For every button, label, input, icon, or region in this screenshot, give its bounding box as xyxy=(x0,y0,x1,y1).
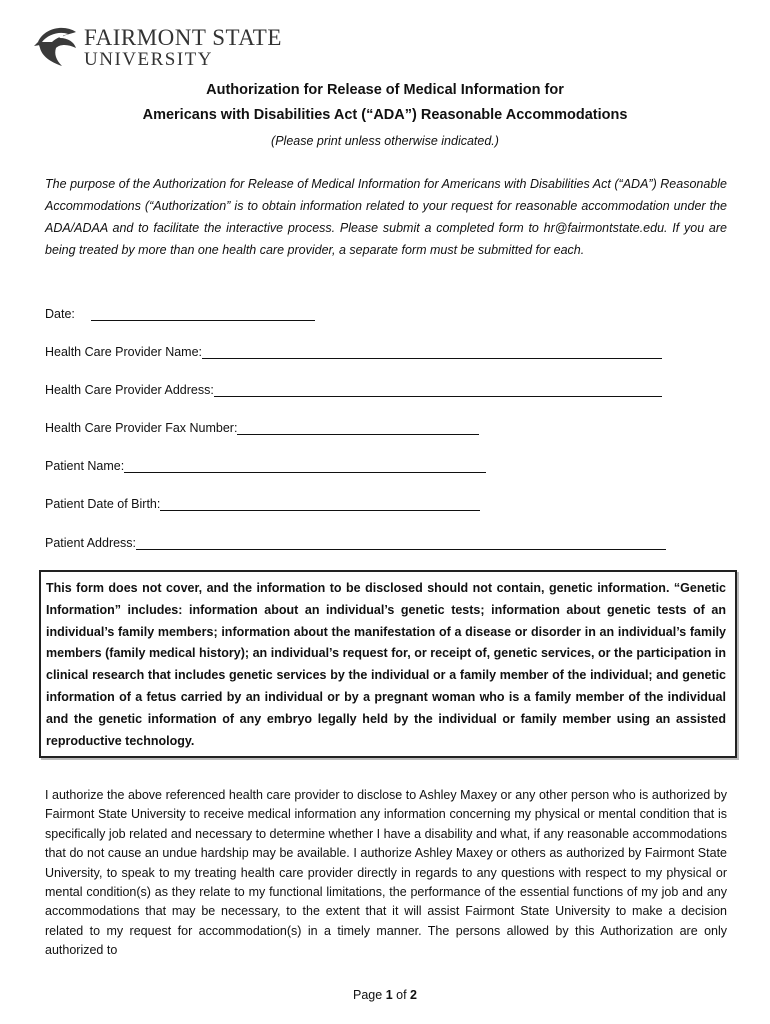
falcon-head-icon xyxy=(34,22,80,68)
patient-dob-field xyxy=(45,496,480,511)
provider-name-field xyxy=(45,344,662,359)
page-of: of xyxy=(396,988,407,1002)
patient-name-label: Patient Name: xyxy=(45,459,125,473)
provider-fax-label: Health Care Provider Fax Number: xyxy=(45,421,238,435)
logo-text-line1: FAIRMONT STATE xyxy=(84,25,282,50)
purpose-paragraph: The purpose of the Authorization for Release of Medical Information for Americans with Disabilities Act (“ADA”) Reasonable Accommodations (“Authorization” is to obtain information related to your request for reasonable accommodation under the ADA/ADAA and to facilitate the interactive process. Please submit a completed form to hr@fairmontstate.edu. If you are being treated by more than one health care provider, a separate form must be submitted for each. xyxy=(45,177,727,257)
provider-name-label: Health Care Provider Name: xyxy=(45,345,203,359)
document-title-line2: Americans with Disabilities Act (“ADA”) Reasonable Accommodations xyxy=(142,107,628,123)
page-word: Page xyxy=(353,988,383,1002)
logo-text-line2: UNIVERSITY xyxy=(84,49,213,70)
date-input-line[interactable] xyxy=(91,306,315,321)
patient-address-label: Patient Address: xyxy=(45,536,137,550)
page-current: 1 xyxy=(385,988,393,1002)
notice-text: This form does not cover, and the information to be disclosed should not contain, genetic information. “Genetic Information” includes: information about an individual’s genetic tests; information about genetic tests of an individual’s family members; information about the manifestation of a disease or disorder in an individual’s family members (family medical history); an individual’s request for, or receipt of, genetic services, or the participation in clinical research that includes genetic services by the individual or a family member of the individual; and genetic information of a fetus carried by an individual or by a pregnant woman who is a family member of the individual and the genetic information of any embryo legally held by the individual or family member using an assisted reproductive technology. xyxy=(46,581,726,748)
authorization-paragraph: I authorize the above referenced health care provider to disclose to Ashley Maxey or any other person who is authorized by Fairmont State University to receive medical information any information concerning my physical or mental condition that is specifically job related and necessary to determine whether I have a disability and what, if any reasonable accommodations that do not cause an undue hardship may be available. I authorize Ashley Maxey or others as authorized by Fairmont State University, to speak to my treating health care provider directly in regards to any questions with respect to my physical or mental condition(s) as they relate to my functional limitations, the performance of the essential functions of my job and any accommodations that may be necessary, to the extent that it will assist Fairmont State University to make a decision related to my request for accommodation(s) in a timely manner. The persons allowed by this Authorization are only authorized to xyxy=(45,788,727,958)
date-field xyxy=(45,306,315,321)
provider-fax-field xyxy=(45,420,479,435)
genetic-information-notice xyxy=(39,570,737,758)
provider-address-label: Health Care Provider Address: xyxy=(45,383,214,397)
university-logo xyxy=(34,22,284,72)
provider-fax-input-line[interactable] xyxy=(237,420,479,435)
patient-dob-input-line[interactable] xyxy=(160,496,480,511)
page-total: 2 xyxy=(410,988,417,1002)
patient-address-field xyxy=(45,535,666,550)
provider-address-input-line[interactable] xyxy=(214,382,662,397)
document-title-line1: Authorization for Release of Medical Information for xyxy=(206,82,564,98)
patient-dob-label: Patient Date of Birth: xyxy=(45,497,161,511)
document-subtitle: (Please print unless otherwise indicated.) xyxy=(271,134,499,148)
page-number xyxy=(0,988,770,1002)
provider-name-input-line[interactable] xyxy=(202,344,662,359)
date-label: Date: xyxy=(45,307,75,321)
patient-name-input-line[interactable] xyxy=(124,458,486,473)
provider-address-field xyxy=(45,382,662,397)
patient-address-input-line[interactable] xyxy=(136,535,666,550)
patient-name-field xyxy=(45,458,486,473)
